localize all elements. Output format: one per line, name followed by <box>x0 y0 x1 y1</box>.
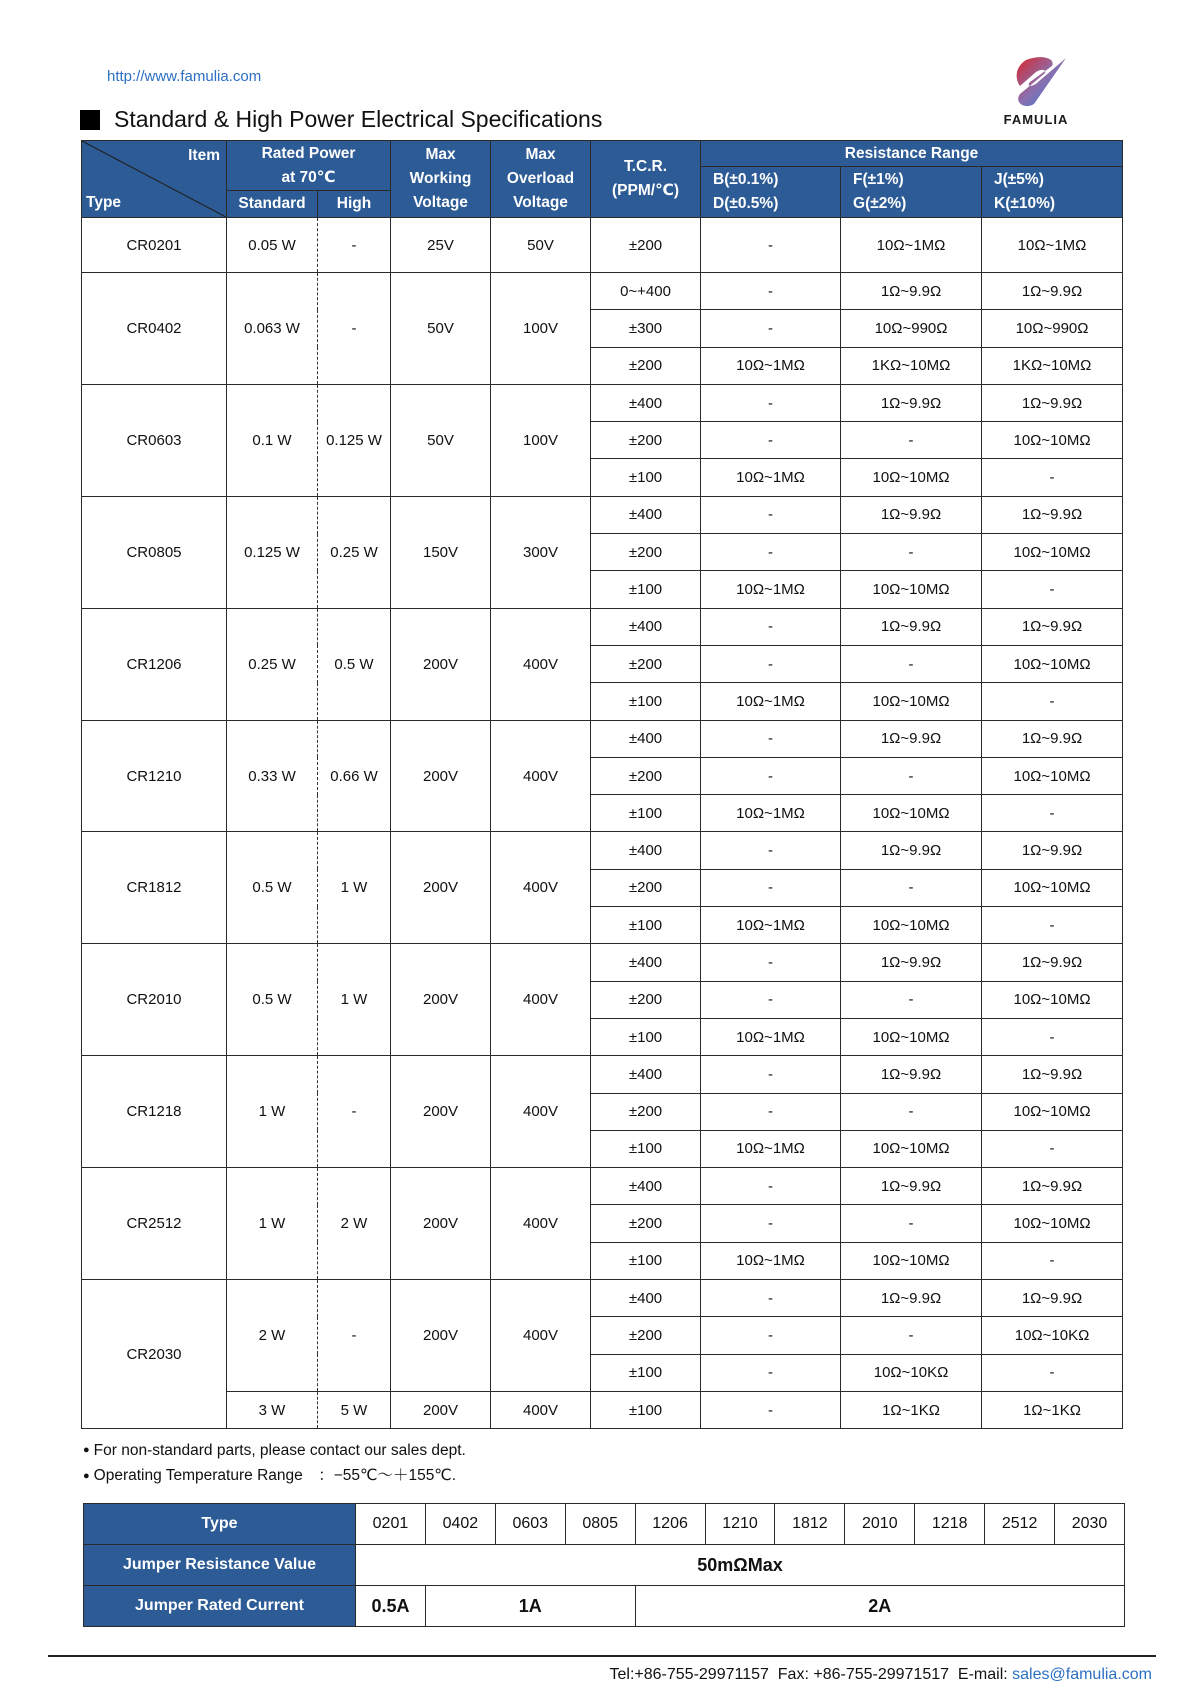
logo-swoosh-icon <box>986 52 1086 112</box>
jumper-type-cell: 2512 <box>985 1504 1055 1545</box>
note-item <box>83 1438 466 1463</box>
range-fg-cell: - <box>841 1317 982 1354</box>
tcr-cell: ±400 <box>591 1168 701 1205</box>
range-jk-cell: 10Ω~10MΩ <box>982 1205 1123 1242</box>
tcr-cell: ±100 <box>591 459 701 496</box>
high-power-cell: 5 W <box>318 1391 391 1428</box>
header-line: Overload <box>506 170 575 187</box>
tolerance-jk-header <box>982 167 1123 218</box>
range-fg-cell: - <box>841 981 982 1018</box>
jumper-type-cell: 0603 <box>495 1504 565 1545</box>
range-bd-cell: - <box>701 496 841 533</box>
range-jk-cell: 1Ω~9.9Ω <box>982 496 1123 533</box>
tcr-cell: ±100 <box>591 683 701 720</box>
range-jk-cell: - <box>982 1242 1123 1279</box>
working-voltage-cell: 200V <box>391 832 491 944</box>
range-bd-cell: - <box>701 218 841 273</box>
footer-email-link[interactable]: sales@famulia.com <box>1012 1666 1152 1683</box>
footer-fax: Fax: +86-755-29971517 <box>777 1666 950 1683</box>
spec-row <box>82 1391 1123 1428</box>
tcr-cell: ±100 <box>591 907 701 944</box>
high-power-cell: 1 W <box>318 832 391 944</box>
high-power-cell: 0.125 W <box>318 384 391 496</box>
header-line: B(±0.1%) <box>713 171 779 188</box>
range-bd-cell: - <box>701 832 841 869</box>
range-fg-cell: - <box>841 534 982 571</box>
range-jk-cell: - <box>982 571 1123 608</box>
working-voltage-cell: 200V <box>391 1056 491 1168</box>
standard-power-cell: 3 W <box>227 1391 318 1428</box>
range-bd-cell: - <box>701 1280 841 1317</box>
range-jk-cell: 10Ω~10MΩ <box>982 757 1123 794</box>
header-line: J(±5%) <box>994 171 1044 188</box>
tcr-cell: ±100 <box>591 1018 701 1055</box>
header-line: F(±1%) <box>853 171 904 188</box>
type-cell: CR1218 <box>82 1056 227 1168</box>
spec-row <box>82 496 1123 533</box>
header-line: K(±10%) <box>994 195 1056 212</box>
tcr-cell: ±200 <box>591 869 701 906</box>
jumper-type-cell: 0402 <box>425 1504 495 1545</box>
jumper-type-label: Type <box>84 1504 356 1545</box>
spec-row <box>82 608 1123 645</box>
spec-row <box>82 273 1123 310</box>
header-line: Max <box>425 146 456 163</box>
standard-power-cell: 0.33 W <box>227 720 318 832</box>
range-jk-cell: 1Ω~9.9Ω <box>982 1168 1123 1205</box>
range-fg-cell: 10Ω~10MΩ <box>841 459 982 496</box>
spec-row <box>82 1056 1123 1093</box>
range-jk-cell: 1Ω~9.9Ω <box>982 608 1123 645</box>
high-power-cell: 1 W <box>318 944 391 1056</box>
electrical-spec-table <box>81 140 1123 1429</box>
overload-voltage-cell: 400V <box>491 1280 591 1392</box>
range-jk-cell: 10Ω~10MΩ <box>982 645 1123 682</box>
range-bd-cell: 10Ω~1MΩ <box>701 1130 841 1167</box>
range-fg-cell: 1Ω~9.9Ω <box>841 720 982 757</box>
range-fg-cell: 1Ω~1KΩ <box>841 1391 982 1428</box>
spec-table-body <box>82 218 1123 1429</box>
range-bd-cell: 10Ω~1MΩ <box>701 907 841 944</box>
range-fg-cell: 1Ω~9.9Ω <box>841 608 982 645</box>
famulia-logo <box>986 52 1086 132</box>
tcr-cell: ±100 <box>591 1130 701 1167</box>
range-fg-cell: 10Ω~10MΩ <box>841 1018 982 1055</box>
standard-power-cell: 0.5 W <box>227 944 318 1056</box>
range-jk-cell: 1Ω~9.9Ω <box>982 1056 1123 1093</box>
jumper-type-cell: 0805 <box>565 1504 635 1545</box>
range-jk-cell: - <box>982 1130 1123 1167</box>
range-bd-cell: - <box>701 1205 841 1242</box>
range-jk-cell: 1Ω~1KΩ <box>982 1391 1123 1428</box>
working-voltage-cell: 200V <box>391 1280 491 1392</box>
range-jk-cell: 10Ω~10KΩ <box>982 1317 1123 1354</box>
range-jk-cell: 1Ω~9.9Ω <box>982 832 1123 869</box>
header-line: G(±2%) <box>853 195 907 212</box>
footer-contact <box>610 1666 1153 1684</box>
jumper-type-row <box>84 1504 1125 1545</box>
standard-power-cell: 1 W <box>227 1056 318 1168</box>
overload-voltage-cell: 400V <box>491 1056 591 1168</box>
range-fg-cell: - <box>841 1093 982 1130</box>
jumper-type-cell: 1210 <box>705 1504 775 1545</box>
range-bd-cell: - <box>701 981 841 1018</box>
header-line: Working <box>409 170 472 187</box>
range-bd-cell: - <box>701 534 841 571</box>
overload-voltage-cell: 300V <box>491 496 591 608</box>
note-text: Operating Temperature Range ：−55℃～＋155℃. <box>93 1467 457 1485</box>
website-url[interactable]: http://www.famulia.com <box>107 68 262 85</box>
overload-voltage-cell: 100V <box>491 384 591 496</box>
square-bullet-icon <box>80 110 100 130</box>
bullet-icon: ● <box>83 1444 90 1457</box>
range-fg-cell: 10Ω~10KΩ <box>841 1354 982 1391</box>
range-jk-cell: 10Ω~10MΩ <box>982 534 1123 571</box>
high-power-cell: 0.5 W <box>318 608 391 720</box>
header-line: T.C.R. <box>623 158 668 175</box>
header-line: Voltage <box>513 194 568 211</box>
standard-power-cell: 0.25 W <box>227 608 318 720</box>
item-type-corner-header <box>82 141 227 218</box>
range-jk-cell: 10Ω~10MΩ <box>982 1093 1123 1130</box>
range-bd-cell: - <box>701 720 841 757</box>
high-power-cell: - <box>318 1056 391 1168</box>
range-jk-cell: 1Ω~9.9Ω <box>982 944 1123 981</box>
range-jk-cell: 10Ω~10MΩ <box>982 981 1123 1018</box>
header-line: Voltage <box>413 194 468 211</box>
working-voltage-cell: 200V <box>391 944 491 1056</box>
tcr-cell: ±200 <box>591 534 701 571</box>
jumper-table <box>83 1503 1125 1627</box>
max-overload-voltage-header <box>491 141 591 218</box>
note-item <box>83 1463 466 1488</box>
type-cell: CR1210 <box>82 720 227 832</box>
high-power-cell: - <box>318 1280 391 1392</box>
range-jk-cell: 10Ω~990Ω <box>982 310 1123 347</box>
spec-row <box>82 384 1123 421</box>
range-jk-cell: - <box>982 795 1123 832</box>
range-fg-cell: - <box>841 645 982 682</box>
rated-power-label: Rated Power <box>261 144 356 162</box>
logo-wordmark: FAMULIA <box>1003 112 1069 127</box>
working-voltage-cell: 50V <box>391 384 491 496</box>
range-bd-cell: - <box>701 1317 841 1354</box>
high-power-cell: 0.66 W <box>318 720 391 832</box>
range-fg-cell: 10Ω~990Ω <box>841 310 982 347</box>
type-cell: CR2512 <box>82 1168 227 1280</box>
overload-voltage-cell: 400V <box>491 1168 591 1280</box>
range-bd-cell: 10Ω~1MΩ <box>701 1018 841 1055</box>
tcr-cell: ±100 <box>591 1391 701 1428</box>
high-power-header: High <box>318 191 391 218</box>
tcr-cell: ±400 <box>591 1280 701 1317</box>
standard-power-cell: 0.5 W <box>227 832 318 944</box>
range-jk-cell: - <box>982 907 1123 944</box>
notes <box>83 1438 466 1489</box>
range-fg-cell: 1Ω~9.9Ω <box>841 832 982 869</box>
range-bd-cell: - <box>701 1168 841 1205</box>
type-cell: CR0402 <box>82 273 227 385</box>
spec-row <box>82 218 1123 273</box>
range-fg-cell: - <box>841 422 982 459</box>
tolerance-bd-header <box>701 167 841 218</box>
footer-email-label: E-mail: <box>957 1666 1008 1683</box>
range-jk-cell: - <box>982 1018 1123 1055</box>
type-cell: CR1812 <box>82 832 227 944</box>
range-fg-cell: 1Ω~9.9Ω <box>841 1056 982 1093</box>
working-voltage-cell: 150V <box>391 496 491 608</box>
jumper-current-label: Jumper Rated Current <box>84 1586 356 1627</box>
overload-voltage-cell: 400V <box>491 944 591 1056</box>
page-title: Standard & High Power Electrical Specifications <box>114 106 603 132</box>
max-working-voltage-header <box>391 141 491 218</box>
range-bd-cell: - <box>701 1391 841 1428</box>
range-jk-cell: - <box>982 683 1123 720</box>
working-voltage-cell: 200V <box>391 1391 491 1428</box>
overload-voltage-cell: 400V <box>491 720 591 832</box>
range-bd-cell: - <box>701 1093 841 1130</box>
type-cell: CR0603 <box>82 384 227 496</box>
tcr-cell: ±200 <box>591 645 701 682</box>
standard-power-cell: 0.063 W <box>227 273 318 385</box>
tcr-cell: ±400 <box>591 1056 701 1093</box>
working-voltage-cell: 50V <box>391 273 491 385</box>
range-fg-cell: 1KΩ~10MΩ <box>841 347 982 384</box>
header-line: Max <box>525 146 556 163</box>
tcr-cell: ±100 <box>591 1242 701 1279</box>
tcr-cell: ±200 <box>591 1093 701 1130</box>
range-fg-cell: 10Ω~10MΩ <box>841 795 982 832</box>
spec-row <box>82 1168 1123 1205</box>
range-fg-cell: - <box>841 757 982 794</box>
tcr-header <box>591 141 701 218</box>
type-cell: CR2010 <box>82 944 227 1056</box>
overload-voltage-cell: 400V <box>491 608 591 720</box>
spec-row <box>82 832 1123 869</box>
tcr-cell: ±100 <box>591 795 701 832</box>
range-bd-cell: 10Ω~1MΩ <box>701 459 841 496</box>
range-bd-cell: - <box>701 869 841 906</box>
overload-voltage-cell: 100V <box>491 273 591 385</box>
spec-row <box>82 944 1123 981</box>
range-bd-cell: - <box>701 310 841 347</box>
overload-voltage-cell: 400V <box>491 832 591 944</box>
working-voltage-cell: 200V <box>391 608 491 720</box>
jumper-current-cell: 1A <box>425 1586 635 1627</box>
jumper-current-row <box>84 1586 1125 1627</box>
jumper-type-cell: 0201 <box>356 1504 426 1545</box>
tcr-cell: ±100 <box>591 571 701 608</box>
jumper-resistance-label: Jumper Resistance Value <box>84 1545 356 1586</box>
overload-voltage-cell: 400V <box>491 1391 591 1428</box>
tcr-cell: ±400 <box>591 832 701 869</box>
tcr-cell: ±400 <box>591 944 701 981</box>
tolerance-fg-header <box>841 167 982 218</box>
range-bd-cell: 10Ω~1MΩ <box>701 571 841 608</box>
range-fg-cell: 1Ω~9.9Ω <box>841 384 982 421</box>
tcr-cell: ±300 <box>591 310 701 347</box>
high-power-cell: - <box>318 273 391 385</box>
range-fg-cell: 10Ω~10MΩ <box>841 1130 982 1167</box>
range-jk-cell: 1Ω~9.9Ω <box>982 273 1123 310</box>
standard-power-header: Standard <box>227 191 318 218</box>
tcr-cell: ±400 <box>591 496 701 533</box>
header-line: (PPM/℃) <box>612 182 680 199</box>
range-bd-cell: 10Ω~1MΩ <box>701 347 841 384</box>
range-fg-cell: 10Ω~10MΩ <box>841 571 982 608</box>
range-jk-cell: 10Ω~10MΩ <box>982 422 1123 459</box>
range-jk-cell: 1Ω~9.9Ω <box>982 1280 1123 1317</box>
overload-voltage-cell: 50V <box>491 218 591 273</box>
tcr-cell: ±200 <box>591 757 701 794</box>
jumper-type-cell: 2030 <box>1055 1504 1125 1545</box>
range-bd-cell: - <box>701 944 841 981</box>
tcr-cell: ±200 <box>591 1205 701 1242</box>
type-cell: CR2030 <box>82 1280 227 1429</box>
jumper-type-cell: 1206 <box>635 1504 705 1545</box>
range-fg-cell: 10Ω~10MΩ <box>841 907 982 944</box>
tcr-cell: ±400 <box>591 384 701 421</box>
range-bd-cell: - <box>701 608 841 645</box>
range-jk-cell: 1Ω~9.9Ω <box>982 384 1123 421</box>
range-bd-cell: 10Ω~1MΩ <box>701 795 841 832</box>
range-bd-cell: - <box>701 384 841 421</box>
range-bd-cell: - <box>701 645 841 682</box>
footer-tel: Tel:+86-755-29971157 <box>609 1666 769 1683</box>
standard-power-cell: 0.1 W <box>227 384 318 496</box>
range-jk-cell: 1Ω~9.9Ω <box>982 720 1123 757</box>
note-text: For non-standard parts, please contact our sales dept. <box>93 1442 466 1459</box>
range-bd-cell: - <box>701 1354 841 1391</box>
bullet-icon: ● <box>83 1469 90 1482</box>
tcr-cell: ±200 <box>591 218 701 273</box>
range-fg-cell: 1Ω~9.9Ω <box>841 944 982 981</box>
range-jk-cell: 10Ω~1MΩ <box>982 218 1123 273</box>
working-voltage-cell: 200V <box>391 1168 491 1280</box>
section-heading <box>80 106 602 133</box>
range-fg-cell: 10Ω~10MΩ <box>841 683 982 720</box>
range-bd-cell: 10Ω~1MΩ <box>701 683 841 720</box>
jumper-resistance-value: 50mΩMax <box>356 1545 1125 1586</box>
tcr-cell: ±400 <box>591 720 701 757</box>
tcr-cell: ±200 <box>591 422 701 459</box>
rated-power-header <box>227 141 391 191</box>
header-line: D(±0.5%) <box>713 195 779 212</box>
type-cell: CR0201 <box>82 218 227 273</box>
tcr-cell: ±200 <box>591 981 701 1018</box>
tcr-cell: ±200 <box>591 347 701 384</box>
type-cell: CR1206 <box>82 608 227 720</box>
range-bd-cell: - <box>701 273 841 310</box>
jumper-type-cell: 1812 <box>775 1504 845 1545</box>
tcr-cell: ±200 <box>591 1317 701 1354</box>
standard-power-cell: 1 W <box>227 1168 318 1280</box>
spec-row <box>82 1280 1123 1317</box>
standard-power-cell: 2 W <box>227 1280 318 1392</box>
spec-row <box>82 720 1123 757</box>
rated-power-sublabel: at 70℃ <box>281 168 336 186</box>
tcr-cell: ±400 <box>591 608 701 645</box>
range-jk-cell: - <box>982 1354 1123 1391</box>
type-cell: CR0805 <box>82 496 227 608</box>
range-fg-cell: 10Ω~1MΩ <box>841 218 982 273</box>
range-fg-cell: 1Ω~9.9Ω <box>841 1280 982 1317</box>
footer-divider <box>48 1655 1156 1657</box>
jumper-current-cell: 0.5A <box>356 1586 426 1627</box>
standard-power-cell: 0.05 W <box>227 218 318 273</box>
high-power-cell: - <box>318 218 391 273</box>
standard-power-cell: 0.125 W <box>227 496 318 608</box>
range-fg-cell: 1Ω~9.9Ω <box>841 1168 982 1205</box>
range-jk-cell: 1KΩ~10MΩ <box>982 347 1123 384</box>
resistance-range-header: Resistance Range <box>701 141 1123 167</box>
type-header-label: Type <box>86 194 122 211</box>
range-jk-cell: 10Ω~10MΩ <box>982 869 1123 906</box>
jumper-resistance-row <box>84 1545 1125 1586</box>
jumper-type-cell: 1218 <box>915 1504 985 1545</box>
range-fg-cell: 1Ω~9.9Ω <box>841 496 982 533</box>
working-voltage-cell: 25V <box>391 218 491 273</box>
range-bd-cell: - <box>701 1056 841 1093</box>
range-bd-cell: 10Ω~1MΩ <box>701 1242 841 1279</box>
range-fg-cell: - <box>841 1205 982 1242</box>
range-fg-cell: 1Ω~9.9Ω <box>841 273 982 310</box>
jumper-current-cell: 2A <box>635 1586 1124 1627</box>
range-fg-cell: - <box>841 869 982 906</box>
jumper-type-cell: 2010 <box>845 1504 915 1545</box>
working-voltage-cell: 200V <box>391 720 491 832</box>
tcr-cell: ±100 <box>591 1354 701 1391</box>
item-header-label: Item <box>188 147 220 164</box>
range-jk-cell: - <box>982 459 1123 496</box>
tcr-cell: 0~+400 <box>591 273 701 310</box>
high-power-cell: 2 W <box>318 1168 391 1280</box>
range-bd-cell: - <box>701 757 841 794</box>
range-bd-cell: - <box>701 422 841 459</box>
range-fg-cell: 10Ω~10MΩ <box>841 1242 982 1279</box>
high-power-cell: 0.25 W <box>318 496 391 608</box>
